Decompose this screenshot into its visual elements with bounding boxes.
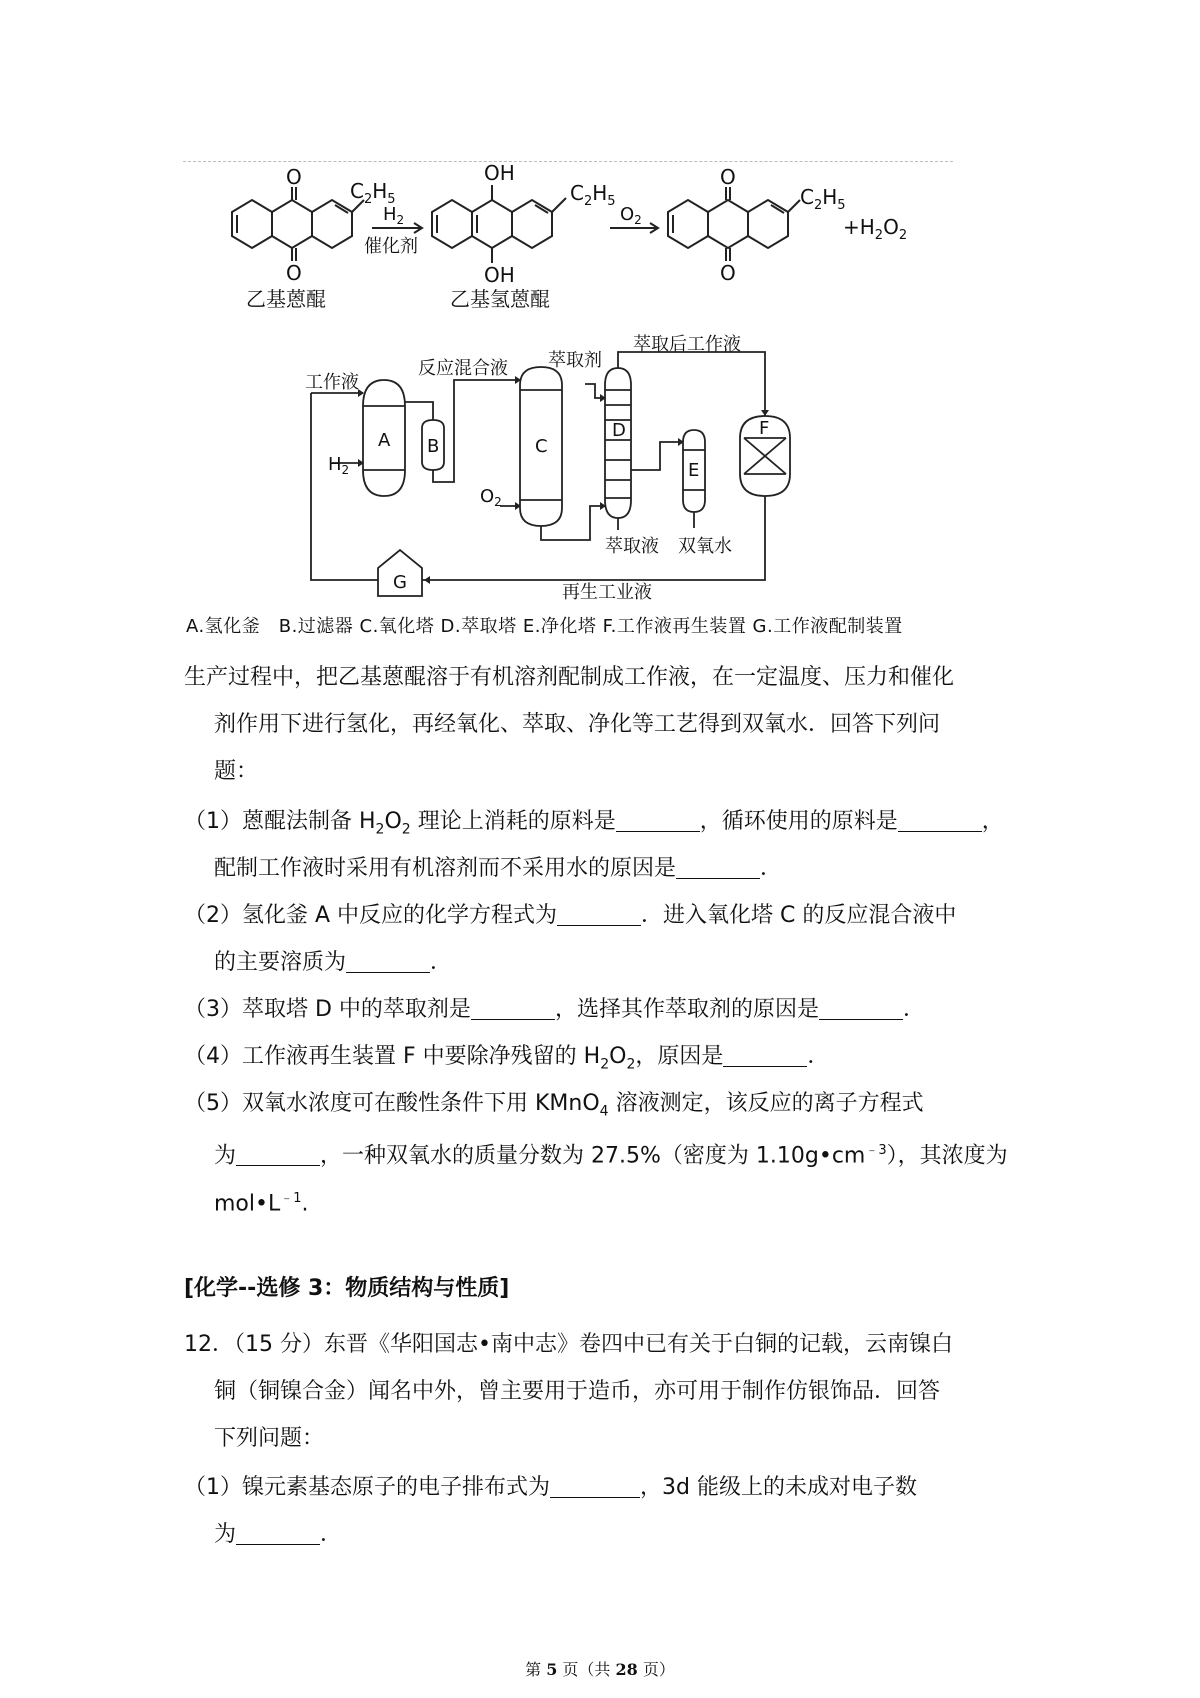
unit-f-label: F xyxy=(759,418,770,439)
h2o2-product: $+H_2O_2$ xyxy=(843,215,908,243)
answer-blank[interactable] xyxy=(471,995,555,1020)
reaction-mixture-label: 反应混合液 xyxy=(418,358,508,379)
page-footer: 第 5 页（共 28 页） xyxy=(525,1660,675,1679)
ethyl-label-1: $C_2H_5$ xyxy=(350,179,396,207)
answer-blank[interactable] xyxy=(616,807,700,832)
question-12-1-line-1: （1）镍元素基态原子的电子排布式为 ，3d 能级上的未成对电子数 xyxy=(184,1475,917,1500)
ethylanthraquinone-structure xyxy=(232,187,364,261)
after-extraction-label: 萃取后工作液 xyxy=(633,334,741,355)
reaction-and-flow-figure xyxy=(0,0,1200,610)
intro-line-3: 题： xyxy=(214,759,259,784)
answer-blank[interactable] xyxy=(676,854,760,879)
regenerated-liquid-label: 再生工业液 xyxy=(562,582,652,603)
ethylhydroanthraquinone-structure xyxy=(432,185,566,263)
answer-blank[interactable] xyxy=(557,901,641,926)
intro-line-1: 生产过程中，把乙基蒽醌溶于有机溶剂配制成工作液，在一定温度、压力和催化 xyxy=(184,665,955,690)
figure-caption: A.氢化釜 B.过滤器 C.氧化塔 D.萃取塔 E.净化塔 F.工作液再生装置 G.工作液配制装置 xyxy=(186,616,903,637)
work-liquid-label: 工作液 xyxy=(305,372,359,393)
question-12-1-line-2: 为 ． xyxy=(214,1522,343,1547)
section-heading: [化学--选修 3：物质结构与性质] xyxy=(184,1276,510,1301)
o2-feed-label: $O_2$ xyxy=(480,486,502,509)
ethylhydroanthraquinone-name: 乙基氢蒽醌 xyxy=(450,287,550,311)
question-1-line-1: （1）蒽醌法制备 $H_2O_2$ 理论上消耗的原料是 ，循环使用的原料是 ， xyxy=(184,809,1004,838)
unit-g-label: G xyxy=(393,572,407,593)
h2-reagent: $H_2$ xyxy=(383,204,405,227)
unit-d-label: D xyxy=(612,420,626,441)
o-label: O xyxy=(286,261,302,285)
answer-blank[interactable] xyxy=(236,1520,320,1545)
question-5-line-1: （5）双氧水浓度可在酸性条件下用 KMnO$_4$ 溶液测定，该反应的离子方程式 xyxy=(184,1091,924,1120)
answer-blank[interactable] xyxy=(346,948,430,973)
h2-feed-label: $H_2$ xyxy=(328,454,350,477)
extract-liquid-label: 萃取液 xyxy=(605,536,659,557)
question-1-line-2: 配制工作液时采用有机溶剂而不采用水的原因是 ． xyxy=(214,856,783,881)
o-label: O xyxy=(720,165,736,189)
question-12-line-2: 铜（铜镍合金）闻名中外，曾主要用于造币，亦可用于制作仿银饰品．回答 xyxy=(214,1379,941,1404)
answer-blank[interactable] xyxy=(898,807,982,832)
o-label: O xyxy=(286,165,302,189)
oh-label: OH xyxy=(484,263,515,287)
unit-c-label: C xyxy=(535,436,548,457)
answer-blank[interactable] xyxy=(723,1042,807,1067)
ethyl-label-2: $C_2H_5$ xyxy=(570,181,616,209)
oh-label: OH xyxy=(484,161,515,185)
ethyl-label-3: $C_2H_5$ xyxy=(800,185,846,213)
question-2-line-2: 的主要溶质为 ． xyxy=(214,950,453,975)
ethylanthraquinone-product-structure xyxy=(668,187,800,261)
catalyst-label: 催化剂 xyxy=(364,236,418,257)
question-12-line-3: 下列问题： xyxy=(214,1426,325,1451)
o2-reagent: $O_2$ xyxy=(620,204,642,227)
extractant-label: 萃取剂 xyxy=(548,350,602,371)
answer-blank[interactable] xyxy=(550,1473,640,1498)
unit-a-label: A xyxy=(378,430,391,451)
question-5-line-3: $mol•L^{﹣1}$. xyxy=(214,1191,309,1217)
question-4: （4）工作液再生装置 F 中要除净残留的 $H_2O_2$，原因是 ． xyxy=(184,1044,830,1073)
answer-blank[interactable] xyxy=(236,1141,320,1166)
question-2-line-1: （2）氢化釜 A 中反应的化学方程式为 ．进入氧化塔 C 的反应混合液中 xyxy=(184,903,957,928)
unit-e-label: E xyxy=(688,460,700,481)
question-5-line-2: 为 ，一种双氧水的质量分数为 27.5%（密度为 $1.10g•cm^{﹣3}$），其浓度为 xyxy=(214,1143,1008,1169)
answer-blank[interactable] xyxy=(819,995,903,1020)
ethylanthraquinone-name: 乙基蒽醌 xyxy=(246,287,326,311)
question-3: （3）萃取塔 D 中的萃取剂是 ，选择其作萃取剂的原因是 ． xyxy=(184,997,925,1022)
question-12-line-1: 12．（15 分）东晋《华阳国志•南中志》卷四中已有关于白铜的记载，云南镍白 xyxy=(184,1332,953,1357)
process-flow-diagram xyxy=(311,352,790,596)
hydrogen-peroxide-label: 双氧水 xyxy=(678,536,732,557)
intro-line-2: 剂作用下进行氢化，再经氧化、萃取、净化等工艺得到双氧水．回答下列问 xyxy=(214,712,941,737)
unit-b-label: B xyxy=(427,436,440,457)
o-label: O xyxy=(720,261,736,285)
